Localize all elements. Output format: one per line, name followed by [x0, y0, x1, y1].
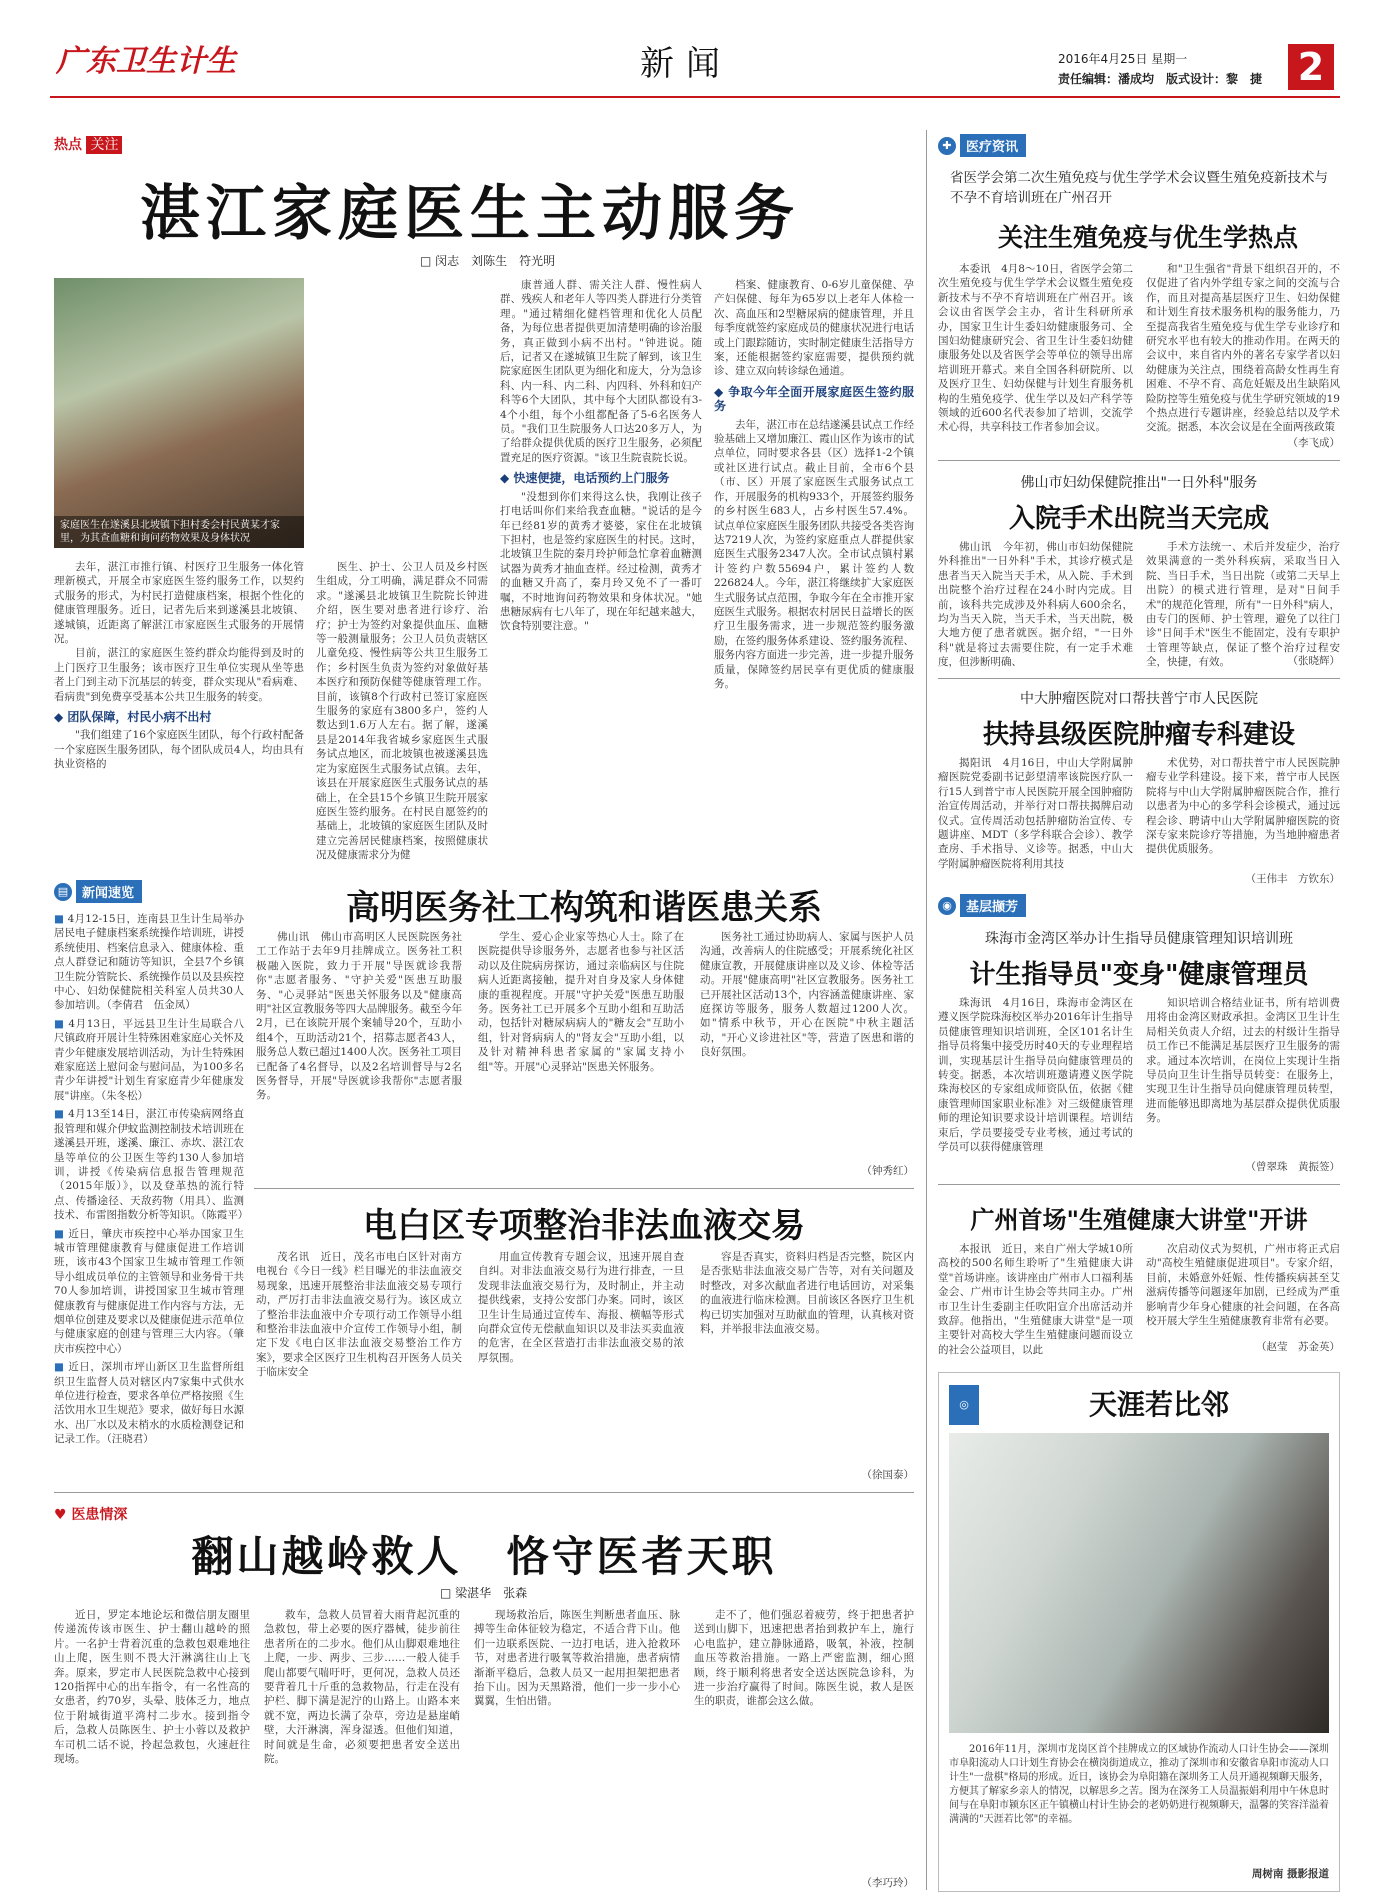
lead-col1-p2: 目前，湛江的家庭医生签约群众均能得到及时的上门医疗卫生服务；该市医疗卫生单位实现从坐等患者上门到主动下沉基层的转变，群众实现从"看病难、看病贵"到免费享受基本公共卫生服务的转变。 [54, 647, 304, 703]
brief-item: ■ 4月13日，平远县卫生计生局联合八尺镇政府开展计生特殊困难家庭心关怀及青少年健康发展培训活动，为计生特殊困难家庭送上慰问金与慰问品，为100多名青少年讲授"计划生育家庭青少年健康发展"讲座。（朱冬松） [54, 1017, 244, 1102]
rt-col2: 和"卫生强省"背景下组织召开的，不仅促进了省内外学组专家之间的交流与合作，而且对提高基层医疗卫生、妇幼保健和计划生育技术服务机构的服务能力，乃至提高我省生殖免疫与优生学专业诊疗和研究水平也有较大的推动作用。在两天的会议中，来自省内外的著名专家学者以妇幼健康为关注点，围绕着高龄女性再生育困难、不孕不育、高危妊娠及出生缺陷风险防控等生殖免疫与优生学研究领域的19个热点进行专题讲座，经验总结以及学术交流。据悉，本次会议是在全面两孩政策 [1146, 263, 1340, 434]
grassroots-tag: ◉ 基层撷芳 [938, 894, 1026, 917]
rm2-col2: 术优势，对口帮扶普宁市人民医院肿瘤专业学科建设。接下来，普宁市人民医院将与中山大学附属肿瘤医院合作，推行以患者为中心的多学科会诊模式，通过远程会诊、聘请中山大学附属肿瘤医院的资深专家来院诊疗等措施，为当地肿瘤患者提供优质服务。 [1146, 757, 1340, 856]
lead-headline: 湛江家庭医生主动服务 [140, 179, 800, 249]
rg-credit: （曾翠珠 黄振签） [1245, 1161, 1340, 1173]
mountain-tag: ♥ 医患情深 [54, 1507, 128, 1523]
mt-col3: 现场救治后，陈医生判断患者血压、脉搏等生命体征较为稳定，不适合背下山。他们一边联系医院、一边打电话，进入抢救环节，对患者进行吸氧等救治措施，患者病情渐渐平稳后，急救人员又一起用担架把患者抬下山。因为天黑路滑，他们一步一步小心翼翼，生怕出错。 [474, 1609, 680, 1708]
neighbor-credit: 周树南 摄影报道 [1251, 1868, 1329, 1880]
gm-col3: 医务社工通过协助病人、家属与医护人员沟通，改善病人的住院感受；开展系统化社区健康宣教，开展健康讲座以及义诊、体检等活动。开展"健康高明"社区宣教服务。医务社工已开展社区活动13个，内容涵盖健康讲座、家庭探访等服务，服务人数超过1200人次。如"情系中秋节，开心在医院"中秋主题活动，"开心义诊进社区"等，营造了医患和谐的良好氛围。 [700, 931, 914, 1059]
rg-pretitle: 珠海市金湾区举办计生指导员健康管理知识培训班 [985, 931, 1293, 947]
people-icon: ◉ [938, 897, 956, 915]
rm-col1: 佛山讯 今年初，佛山市妇幼保健院外科推出"一日外科"手术，其诊疗模式是患者当天入院当天手术，从入院、手术到出院整个治疗过程在24小时内完成。目前，该科共完成涉及外科病人600余名，均为当天入院，当天手术，当天出院，极大地方便了患者就医。据介绍，"一日外科"就是将过去需要住院，有一定手术难度，但涉断明确、 [938, 541, 1133, 669]
neighbor-caption: 2016年11月，深圳市龙岗区首个挂牌成立的区域协作流动人口计生协会——深圳市阜阳流动人口计划生育协会在横岗街道成立，推动了深圳市和安徽省阜阳市流动人口计生"一盘棋"格局的形成。近日，该协会为阜阳籍在深圳务工人员开通视频聊天服务，方便其了解家乡亲人的情况，以解思乡之苦。图为在深务工人员温振娟利用中午休息时间与在阜阳市颍东区正午镇横山村计生协会的老奶奶进行视频聊天，温馨的笑容洋溢着满满的"天涯若比邻"的幸福。 [949, 1744, 1329, 1825]
masthead-rule [50, 96, 1340, 98]
heart-icon: ♥ [54, 1507, 72, 1523]
gm-credit: （钟秀红） [861, 1165, 914, 1177]
rg-col2: 知识培训合格结业证书，所有培训费用将由金湾区财政承担。金湾区卫生计生局相关负责人介绍，过去的村级计生指导员工作已不能满足基层医疗卫生服务的需求。通过本次培训，在岗位上实现计生指导员向卫生计生指导员转变：在服务上，实现卫生计生指导员向健康管理员转型，进而能够迅即离地为基层群众提供优质服务。 [1146, 997, 1340, 1125]
gz-col2: 次启动仪式为契机，广州市将正式启动"高校生殖健康促进项目"。专家介绍，目前，未婚意外妊娠、性传播疾病甚至艾滋病传播等问题逐年加剧，已经成为严重影响青少年身心健康的社会问题，在各高校开展大学生生殖健康教育非常有必要。 [1146, 1243, 1340, 1328]
brief-item: ■ 近日，肇庆市疾控中心举办国家卫生城市管理健康教育与健康促进工作培训班，该市43个国家卫生城市管理工作领导小组成员单位的主管领导和业务骨干共70人参加培训，讲授国家卫生城市管理健康教育与健康促进工作内容与方法，无烟单位创建及要求以及健康促进示范单位与健康家庭的创建与管理三大内容。（肇庆市疾控中心） [54, 1227, 245, 1355]
gz-col1: 本报讯 近日，来自广州大学城10所高校的500名师生聆听了"生殖健康大讲堂"首场讲座。该讲座由广州市人口福利基金会、广州市计生协会等共同主办。广州市卫生计生委副主任吹阳宣介出席活动并致辞。他指出，"生殖健康大讲堂"是一项主要针对高校大学生生殖健康问题而设立的社会公益项目，以此 [938, 1243, 1133, 1356]
neighbor-box [938, 1372, 1340, 1892]
lead-col4 [714, 278, 914, 860]
brief-list [54, 912, 249, 1502]
lead-sub1: ◆ 团队保障，村民小病不出村 [54, 710, 304, 724]
rt-title: 关注生殖免疫与优生学热点 [997, 223, 1298, 252]
db-col3: 容是否真实，资料归档是否完整，院区内是否张贴非法血液交易广告等，对有关问题及时整改，对多次献血者进行电话回访，对采集的血液进行临床检测。目前该区各医疗卫生机构已切实加强对互助献血的管理，认真核对资料，并举报非法血液交易。 [700, 1251, 914, 1336]
rm2-title: 扶持县级医院肿瘤专科建设 [982, 720, 1295, 750]
gz-credit: （赵莹 苏金英） [1256, 1341, 1340, 1353]
rt-pretitle: 省医学会第二次生殖免疫与优生学学术会议暨生殖免疫新技术与不孕不育培训班在广州召开 [950, 170, 1328, 206]
mt-col1: 近日，罗定本地论坛和微信朋友圈里传递流传该市医生、护士翻山越岭的照片。一名护士背着沉重的急救包艰难地往山上爬，医生则不畏大汗淋漓往山上飞奔。原来，罗定市人民医院急救中心接到120指挥中心的出车指令，有一名性高的女患者，约70岁，头晕、肢体乏力，地点位于附城街道平湾村二步水。接到指令后，急救人员陈医生、护士小蓉以及救护车司机二话不说，拎起急救包，火速赶往现场。 [54, 1609, 250, 1766]
db-col1: 茂名讯 近日，茂名市电白区针对南方电视台《今日一线》栏目曝光的非法血液交易现象，迅速开展整治非法血液交易专项行动，严厉打击非法血液交易行为。该区成立了整治非法血液中介专项行动工作领导小组和整治非法血液中介宣传工作领导小组，制定下发《电白区非法血液交易整治工作方案》，要求全区医疗卫生机构召开医务人员关于临床安全 [256, 1251, 462, 1379]
brief-tag: ▤ 新闻速览 [54, 880, 142, 903]
rt-col1: 本委讯 4月8～10日，省医学会第二次生殖免疫与优生学学术会议暨生殖免疫新技术与不孕不育培训班在广州召开。该会议由省医学会主办，省计生科研所承办，国家卫生计生委妇幼健康服务司、全国妇幼健康研究会、省卫生计生委妇幼健康服务处以及省医学会等单位的领导出席培训班开幕式。来自全国各科研院所、以及医疗卫生、妇幼保健与计划生育服务机构的生殖免疫学、优生学以及妇产科学等领域的近600名代表参加了培训，交流学术心得，共享科技工作者参加会议。 [938, 263, 1133, 434]
lead-col1-p1: 去年，湛江市推行镇、村医疗卫生服务一体化管理新模式，开展全市家庭医生签约服务工作，以契约式服务的形式，为村民打造健康档案，根据个性化的健康管理服务。近日，记者先后来到遂溪县北坡镇、遂城镇，近距离了解湛江市家庭医生式服务的开展情况。 [54, 561, 304, 646]
db-title: 电白区专项整治非法血液交易 [363, 1206, 805, 1246]
masthead-date: 2016年4月25日 星期一 [1058, 52, 1188, 66]
lead-col4-p2: 去年，湛江市在总结遂溪县试点工作经验基础上又增加廉江、霞山区作为该市的试点单位，同时要求各县（区）选择1-2个镇或社区进行试点。截止目前，全市6个县（市、区）开展了家庭医生式服务试点工作，开展服务的机构933个，开展签约服务的乡村医生683人，占乡村医生57.4%。试点单位家庭医生服务团队共接受各类咨询达7219人次，为签约家庭重点人群提供家庭医生式服务2347人次。全市试点镇村累计签约户数55694户，累计签约人数226824人。今年，湛江将继续扩大家庭医生式服务试点范围，争取今年在全市推开家庭医生式服务。根据农村居民日益增长的医疗卫生服务需求，进一步规范签约服务激励，在签约服务体系建设、签约服务流程、服务内容方面进一步完善，进一步提升服务质量，保障签约居民享有更优质的健康服务。 [714, 418, 914, 690]
lead-col4-p1: 档案、健康教育、0-6岁儿童保健、孕产妇保健、每年为65岁以上老年人体检一次、高血压和2型糖尿病的健康管理，并且每季度就签约家庭成员的健康状况进行电话或上门跟踪随访，实时制定健康生活指导方案，还能根据签约家庭需要，提供预约就诊、建立双向转诊绿色通道。 [714, 279, 914, 378]
news-icon: ▤ [54, 883, 72, 901]
rg-title: 计生指导员"变身"健康管理员 [969, 960, 1309, 990]
masthead-section: 新闻 [640, 44, 732, 84]
db-col2: 用血宣传教育专题会议，迅速开展自查自纠。对非法血液交易行为进行排查，一旦发现非法血液交易行为，及时制止，并主动提供线索，支持公安部门办案。同时，该区卫生计生局通过宣传车、海报、横幅等形式向群众宣传无偿献血知识以及非法买卖血液的危害，在全区营造打击非法血液交易的浓厚氛围。 [478, 1251, 684, 1364]
lead-col1 [54, 560, 304, 860]
page-number: 2 [1288, 44, 1334, 90]
masthead-logo: 广东卫生计生 [56, 44, 236, 79]
mt-col4: 走不了，他们强忍着疲劳，终于把患者护送到山脚下，迅速把患者抬到救护车上，施行心电监护，建立静脉通路，吸氧，补液，控制血压等救治措施。一路上严密监测，细心照顾，终于顺利将患者安全送达医院急诊科，为进一步治疗赢得了时间。陈医生说，救人是医生的职责，谁都会这么做。 [694, 1609, 914, 1708]
rm-title: 入院手术出院当天完成 [1008, 504, 1269, 534]
kicker-focus: 关注 [86, 136, 122, 154]
rt-rule [938, 460, 1340, 461]
lead-byline: □ 闵志 刘陈生 符光明 [420, 254, 556, 268]
column-divider [926, 130, 927, 1890]
kicker-hot: 热点 [54, 137, 82, 153]
brief-item: ■ 4月13至14日，湛江市传染病网络直报管理和媒介伊蚊监测控制技术培训班在遂溪县开班，遂溪、廉江、赤坎、湛江农垦等单位的公卫医生等约130人参加培训，讲授《传染病信息报告管理规范（2015年版）》，以及登革热的流行特点、传播途径、天敌药物（用具）、监测技术、布雷图指数分析等知识。（陈霞平） [54, 1108, 249, 1222]
doctor-icon: ✚ [938, 137, 956, 155]
lead-col1-p3: "我们组建了16个家庭医生团队，每个行政村配备一个家庭医生服务团队，每个团队成员4人，均由具有执业资格的 [54, 729, 304, 771]
lead-sub3: ◆ 争取今年全面开展家庭医生签约服务 [714, 385, 914, 414]
rm-credit: （张晓辉） [1287, 655, 1340, 667]
gm-title: 高明医务社工构筑和谐医患关系 [346, 888, 822, 928]
masthead [0, 0, 1380, 110]
camera-icon: ◎ [949, 1385, 979, 1425]
gm-col2: 学生、爱心企业家等热心人士。除了在医院提供导诊服务外，志愿者也参与社区活动以及住院病房探访，通过亲临病区与住院病人近距离接触，提升对自身及家人身体健康的重视程度。开展"守护关爱"医患互助服务。医务社工已开展多个互助小组和互助活动，包括针对糖尿病病人的"糖友会"互助小组，针对肾病病人的"肾友会"互助小组，以及针对精神科患者家属的"家属支持小组"等。开展"心灵驿站"医患关怀服务。 [478, 931, 684, 1073]
lead-photo-caption: 家庭医生在遂溪县北坡镇下担村委会村民黄某才家里，为其查血糖和询问药物效果及身体状况 [54, 516, 304, 548]
gz-title: 广州首场"生殖健康大讲堂"开讲 [970, 1206, 1308, 1234]
mt-col2: 救车，急救人员冒着大雨背起沉重的急救包，带上必要的医疗器械，徒步前往患者所在的二步水。他们从山脚艰难地往上爬，一步、两步、三步……一般人徒手爬山都要气喘吁吁，更何况，急救人员还要背着几十斤重的急救物品，行走在没有护栏、脚下满是泥泞的山路上。山路本来就不宽，两边长满了杂草，旁边是悬崖峭壁，大汗淋漓，浑身湿透。但他们知道，时间就是生命，必须要把患者安全送出院。 [264, 1609, 460, 1766]
db-credit: （徐国泰） [861, 1469, 914, 1481]
masthead-editors: 责任编辑：潘成均 版式设计：黎 捷 [1058, 72, 1263, 86]
lead-sub2: ◆ 快速便捷，电话预约上门服务 [500, 471, 702, 485]
lead-col3 [500, 278, 702, 860]
gm-col1: 佛山讯 佛山市高明区人民医院医务社工工作站于去年9月挂牌成立。医务社工积极融入医院，致力于开展"导医就诊我帮你"志愿者服务、"守护关爱"医患互助服务、"心灵驿站"医患关怀服务以及"健康高明"社区宣教服务等四大品牌服务。截至今年2月，已在该院开展个案辅导20个，互助小组4个，互助活动21个，招募志愿者43人，服务总人数已超过1400人次。医务社工项目已配备了4名督导，以及2名培训督导与2名医务督导，开展"导医就诊我帮你"志愿者服务。 [256, 931, 462, 1102]
brief-item: ■ 4月12-15日，连南县卫生计生局举办居民电子健康档案系统操作培训班，讲授系统使用、档案信息录入、健康体检、重点人群登记和随访等知识，全县7个乡镇卫生院分管院长、系统操作员以及县疾控中心、妇幼保健院相关科室人员共30人参加培训。（李倩君 伍金凤） [54, 913, 244, 1012]
rg-col1: 珠海讯 4月16日，珠海市金湾区在遵义医学院珠海校区举办2016年计生指导员健康管理知识培训班，全区101名计生指导员将集中接受历时40天的专业理程培训，实现基层计生指导员向健康管理员的转变。据悉，本次培训班邀请遵义医学院珠海校区的专家组成师资队伍，依据《健康管理师国家职业标准》对三级健康管理师的理论知识要求设计培训课程。培训结束后，学员要接受专业考核，通过考试的学员可以获得健康管理 [938, 997, 1133, 1154]
neighbor-title: 天涯若比邻 [1088, 1388, 1229, 1421]
rm-col2: 手术方法统一、术后并发症少，治疗效果满意的一类外科疾病，采取当日入院、当日手术，当日出院（或第二天早上出院）的模式进行管理，是对"日间手术"的规范化管理，所有"一日外科"病人，由专门的医师、护士管理，避免了以往门诊"日间手术"医生不能固定，没有专职护士管理等缺点，保证了整个治疗过程安全，快捷，有效。 [1146, 541, 1340, 669]
lead-col3-p1: 康普通人群、需关注人群、慢性病人群、残疾人和老年人等四类人群进行分类管理。"通过精细化健档管理和优化人员配备，为每位患者提供更加清楚明确的诊治服务，真正做到小病不出村。"钟进说。随后，记者又在遂城镇卫生院了解到，该卫生院家庭医生团队更为细化和庞大，分为急诊科、内一科、内二科、内四科、外科和妇产科等6个大团队，其中每个大团队都设有3-4个小组，每个小组都配备了5-6名医务人员。"我们卫生院服务人口达20多万人，为了给群众提供优质的医疗卫生服务，必须配置充足的医疗资源。"该卫生院袁院长说。 [500, 279, 702, 464]
db-rule [54, 1492, 914, 1493]
rm2-col1: 揭阳讯 4月16日，中山大学附属肿瘤医院党委副书记彭望清率该院医疗队一行15人到普宁市人民医院开展全国肿瘤防治宣传周活动，并举行对口帮扶揭牌启动仪式。宣传周活动包括肿瘤防治宣传、专题讲座、MDT（多学科联合会诊）、教学查房、手术指导、义诊等。据悉，中山大学附属肿瘤医院将利用其技 [938, 757, 1133, 870]
brief-item: ■ 近日，深圳市坪山新区卫生监督所组织卫生监督人员对辖区内7家集中式供水单位进行检查，要求各单位严格按照《生活饮用水卫生规范》要求，做好每日水源水、出厂水以及末梢水的水质检测登记和记录工作。（汪晓君） [54, 1361, 245, 1446]
neighbor-photo [949, 1433, 1329, 1733]
rm-rule [938, 678, 1340, 679]
rm-pretitle: 佛山市妇幼保健院推出"一日外科"服务 [1020, 475, 1258, 491]
rm2-pretitle: 中大肿瘤医院对口帮扶普宁市人民医院 [1020, 691, 1258, 707]
mt-credit: （李巧玲） [861, 1877, 914, 1889]
medical-news-tag: ✚ 医疗资讯 [938, 134, 1026, 157]
lead-kicker [54, 134, 122, 154]
lead-col3-p2: "没想到你们来得这么快，我刚让孩子打电话叫你们来给我查血糖。"说话的是今年已经81岁的黄秀才婆婆，家住在北坡镇下担村，也是签约家庭医生的村民。这时，北坡镇卫生院的秦月玲护师急忙拿着血糖测试器为黄秀才抽血查样。经过检测，黄秀才的血糖又升高了，秦月玲又免不了一番叮嘱，不时地询问药物效果和身体状况。"她患糖尿病有七八年了，现在年纪越来越大，饮食特别要注意。" [500, 490, 702, 633]
gm-rule [254, 1188, 914, 1189]
lead-photo [54, 278, 304, 548]
rg-rule [938, 1184, 1340, 1185]
lead-col2: 医生、护士、公卫人员及乡村医生组成，分工明确，满足群众不同需求。"遂溪县北坡镇卫生院院长钟进介绍，医生要对患者进行诊疗、治疗；护士为签约对象提供血压、血糖等一般测量服务；公卫人员负责辖区儿童免疫、慢性病等公共卫生服务工作；乡村医生负责为签约对象做好基本医疗和预防保健等健康管理工作。目前，该镇8个行政村已签订家庭医生服务的家庭有3800多户，签约人数达到1.6万人左右。据了解，遂溪县是2014年我省城乡家庭医生式服务试点地区，而北坡镇也被遂溪县选定为家庭医生式服务试点镇。去年，该县在开展家庭医生式服务试点的基础上，在全县15个乡镇卫生院开展家庭医生签约服务。在村民自愿签约的基础上，北坡镇的家庭医生团队及时建立完善居民健康档案，按照健康状况及健康需求分为健 [316, 561, 488, 862]
mt-title: 翻山越岭救人 恪守医者天职 [191, 1532, 777, 1581]
rm2-credit: （王伟丰 方钦东） [1245, 873, 1340, 885]
rt-credit: （李飞成） [1287, 437, 1340, 449]
mt-byline: □ 梁湛华 张森 [440, 1586, 528, 1600]
